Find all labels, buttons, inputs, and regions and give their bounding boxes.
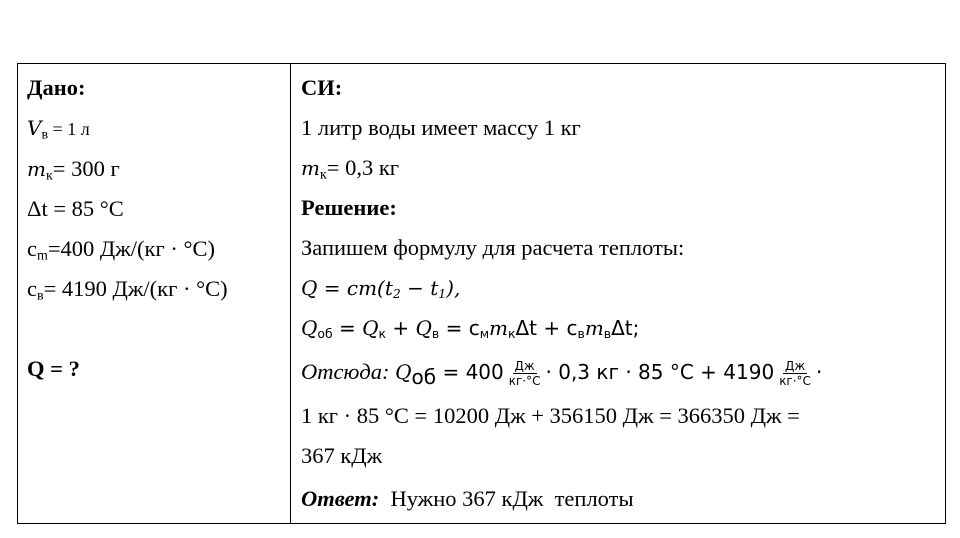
question: Q = ? [27,356,80,381]
mass-subscript: к [45,168,53,184]
given-volume [27,108,290,149]
solution-intro: Запишем формулу для расчета теплоты: [301,235,685,260]
given-c-copper [27,229,290,269]
si-mass [301,148,945,188]
volume-value: = 1 л [48,119,90,139]
mass-symbol: m [27,157,46,181]
calculation-line2: 1 кг · 85 °С = 10200 Дж + 356150 Дж = 366350 Дж = [301,403,800,428]
problem-table [17,63,946,524]
cm-symbol: c [27,236,37,261]
si-mass-subscript: к [319,167,327,183]
answer-label: Ответ: [301,486,380,511]
cv-symbol: c [27,276,37,301]
given-delta-t: Δt = 85 °C [27,196,124,221]
hence-label: Отсюда: [301,359,396,384]
answer-line [301,476,945,522]
calculation-line1: Отсюда: $Q_{об} = 400$ $\frac{Дж}{кг\cdot^\circ С}$ · 0,3 кг · 85 °С + 4190 $\frac{Дж}{кг\cdot^\circ С}$ · [301,359,823,389]
mass-value: = 300 г [52,156,120,181]
solution-header: Решение: [301,195,397,220]
given-column [18,64,291,523]
given-header: Дано: [27,75,86,100]
calculation-line3: 367 кДж [301,443,383,468]
cv-subscript: в [37,288,44,304]
cv-value: = 4190 Дж/(кг · °C) [43,276,228,301]
unit-fraction: $\frac{Дж}{кг\cdot^\circ С}$ [508,359,541,389]
volume-subscript: в [41,127,49,143]
formula-heat: $Q = cm(t_2 - t_1)$, [301,276,461,302]
si-mass-symbol: m [301,156,320,180]
unit-fraction-2: $\frac{Дж}{кг\cdot^\circ С}$ [779,359,811,389]
answer-text: Нужно 367 кДж теплоты [379,486,634,511]
volume-symbol: V [27,116,42,140]
cm-subscript: m [37,248,48,264]
spacer [27,309,290,349]
si-header: СИ: [301,75,343,100]
solution-column [291,64,945,523]
cm-value: =400 Дж/(кг · °C) [47,236,215,261]
si-line1: 1 литр воды имеет массу 1 кг [301,115,581,140]
si-mass-value: = 0,3 кг [326,155,399,180]
formula-total: $Q_{об} = Q_к + Q_в = c_мm_к\Delta t + c_вm_в\Delta t$; [301,316,640,342]
given-mass [27,149,290,189]
given-c-water [27,269,290,309]
